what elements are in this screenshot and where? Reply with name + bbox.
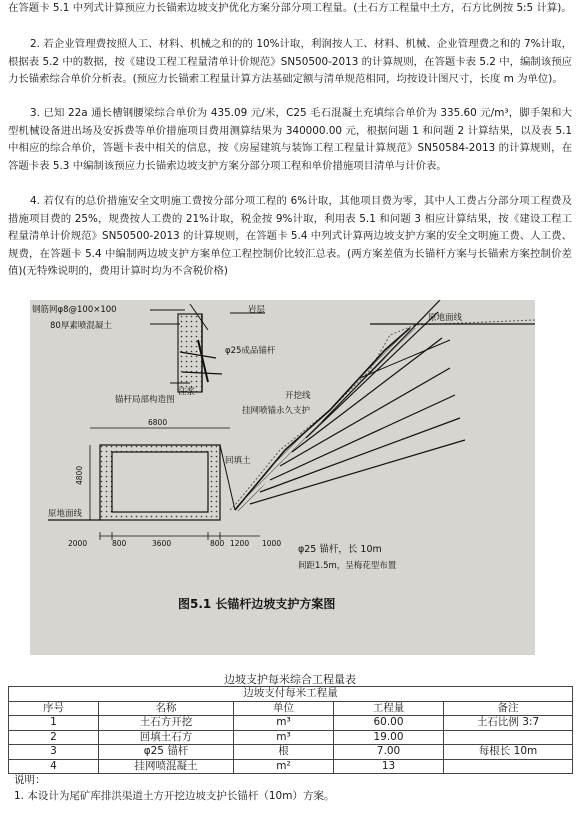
cell-qty: 7.00 [334,745,444,760]
cell-unit: m³ [234,716,334,731]
fig-label-mesh: 钢筋网φ8@100×100 [32,305,117,315]
question-1-text: 在答题卡 5.1 中列式计算预应力长锚索边坡支护优化方案分部分项工程量。(土石方工程量中土方，石方比例按 5:5 计算)。 [8,2,572,14]
table-title-row [9,687,573,702]
fig-label-shotcrete: 80厚素喷混凝土 [50,321,112,331]
question-4-text: 4. 若仅有的总价措施安全文明施工费按分部分项工程的 6%计取，其他项目费为零，其中人工费占分部分项工程费及措施项目费的 25%，规费按人工费的 21%计取，税金按 9%计取，利用表 5.1 和问题 3 相应计算结果，按《建设工程工程量清单计价规范》SN50500-2013 的计算规则，在答题卡 5.4 中列式计算两边坡支护方案的安全文明施工费、人工费、规费，在答题卡 5.4 中编制两边坡支护方案单位工程控制价比较汇总表。(两方案差值为长锚杆方案与长锚索方案控制价差值)(无特殊说明的，费用计算时均为不含税价格) [8,195,572,278]
fig-label-spacing: 间距1.5m，呈梅花型布置 [298,561,397,571]
fig-label-anchor: φ25 锚杆，长 10m [298,544,382,555]
fig-dim-800-right: 800 [210,539,225,548]
notes-section [14,772,334,804]
quantity-table [8,686,573,774]
cell-qty: 60.00 [334,716,444,731]
notes-heading: 说明： [14,774,46,786]
cell-seq: 3 [9,745,99,760]
fig-dim-3600: 3600 [152,539,172,548]
header-note: 备注 [444,701,573,716]
fig-dim-800-left: 800 [112,539,127,548]
header-seq: 序号 [9,701,99,716]
cell-qty: 19.00 [334,730,444,745]
slope-support-figure [30,300,535,655]
anchor-bolts [250,300,465,504]
cell-name: φ25 锚杆 [99,745,234,760]
fig-label-support: 挂网喷锚永久支护 [242,406,311,416]
header-qty: 工程量 [334,701,444,716]
fig-label-detail: 锚杆局部构造图 [115,395,175,405]
cell-seq: 2 [9,730,99,745]
fig-dim-4800: 4800 [75,465,84,485]
table-row [9,730,573,745]
header-unit: 单位 [234,701,334,716]
cell-note [444,759,573,774]
fig-label-ground-left: 原地面线 [48,509,83,519]
fig-dim-6800: 6800 [148,418,168,427]
figure-caption: 图5.1 长锚杆边坡支护方案图 [178,597,336,611]
cell-name: 土石方开挖 [99,716,234,731]
fig-dim-2000: 2000 [68,539,88,548]
fig-label-rock: 岩层 [248,305,266,315]
cell-seq: 1 [9,716,99,731]
fig-dim-1000: 1000 [262,539,282,548]
question-2-text: 2. 若企业管理费按照人工、材料、机械之和的的 10%计取，利润按人工、材料、机械、企业管理费之和的 7%计取，根据表 5.2 中的数据，按《建设工程工程量清单计价规范》SN50500-2013 的计算规则，在答题卡表 5.2 中，编制该预应力长锚索综合单价分析表。(预应力长锚索工程量计算方法基础定额与清单规范相同，均按设计图尺寸，长度 m 为单位)。 [8,38,572,86]
fig-label-bolt: φ25成品锚杆 [225,346,276,356]
cell-seq: 4 [9,759,99,774]
cell-unit: 根 [234,745,334,760]
cell-note: 土石比例 3:7 [444,716,573,731]
cell-name: 挂网喷混凝土 [99,759,234,774]
question-3-text: 3. 已知 22a 通长槽钢腰梁综合单价为 435.09 元/米，C25 毛石混凝土充填综合单价为 335.60 元/m³，脚手架和大型机械设备进出场及安拆费等单价措施项目费用测算结果为 340000.00 元，根据问题 1 和问题 2 计算结果，以及表 5.1 中相应的综合单价，答题卡表中相关的信息，按《房屋建筑与装饰工程工程量计算规范》SN50584-2013 的计算规则，在答题卡表 5.3 中编制该预应力长锚索边坡支护方案分部分项工程和单价措施项目清单与计价表。 [8,107,572,172]
cell-name: 回填土石方 [99,730,234,745]
cell-qty: 13 [334,759,444,774]
table-row [9,745,573,760]
table-header-row [9,701,573,716]
fig-label-backfill: 回填土 [225,456,251,466]
cell-note [444,730,573,745]
notes-item-1: 1. 本设计为尾矿库排洪渠道土方开挖边坡支护长锚杆（10m）方案。 [14,790,335,802]
header-name: 名称 [99,701,234,716]
cell-note: 每根长 10m [444,745,573,760]
fig-label-ground: 原地面线 [428,313,463,323]
table-title: 边坡支付每米工程量 [9,687,573,702]
fig-label-excavation: 开挖线 [285,391,311,401]
table-row [9,716,573,731]
cell-unit: m³ [234,730,334,745]
cell-unit: m² [234,759,334,774]
drainage-channel [90,428,260,540]
fig-label-grout: 注浆 [178,387,196,397]
table-caption: 边坡支护每米综合工程量表 [224,673,356,686]
fig-dim-1200: 1200 [230,539,250,548]
